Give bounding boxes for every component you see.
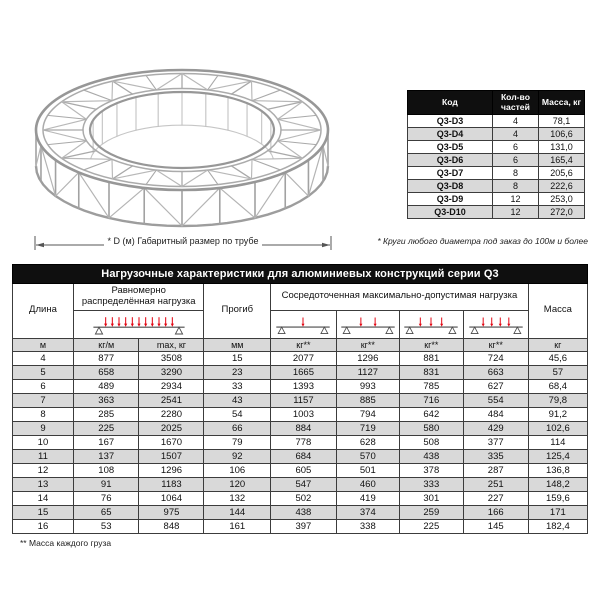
load-table-row [13,351,588,365]
load-table-row [13,365,588,379]
parts-table-row [408,128,585,141]
cell: 2280 [139,407,204,421]
cell: 489 [73,379,139,393]
load-table [12,264,588,534]
cell: 658 [73,365,139,379]
cell: 642 [399,407,463,421]
cell: 501 [336,463,399,477]
cell: 831 [399,365,463,379]
load-table-row [13,519,588,533]
cell: 145 [463,519,528,533]
col-header-concentrated-load: Сосредоточенная максимально-допустимая нагрузка [271,284,529,311]
cell: 16 [13,519,74,533]
load-table-row [13,435,588,449]
cell: 68,4 [528,379,587,393]
col-header-length: Длина [13,284,74,339]
cell: 438 [271,505,337,519]
load-table-row [13,477,588,491]
cell: 125,4 [528,449,587,463]
cell: 877 [73,351,139,365]
cell: 12 [13,463,74,477]
cell: 419 [336,491,399,505]
cell: 716 [399,393,463,407]
cell: 91,2 [528,407,587,421]
cell: 885 [336,393,399,407]
cell: 1064 [139,491,204,505]
cell: 33 [204,379,271,393]
cell: 11 [13,449,74,463]
cell: 2541 [139,393,204,407]
cell: Q3-D3 [408,115,493,128]
cell: 605 [271,463,337,477]
circular-truss-image [28,50,336,230]
cell: 12 [492,193,538,206]
cell: 363 [73,393,139,407]
parts-header-code: Код [408,91,493,115]
cell: 6 [492,141,538,154]
cell: 106,6 [538,128,584,141]
cell: 15 [204,351,271,365]
cell: 2025 [139,421,204,435]
cell: 397 [271,519,337,533]
cell: 272,0 [538,206,584,219]
load-table-row [13,491,588,505]
cell: 580 [399,421,463,435]
cell: 159,6 [528,491,587,505]
parts-header-mass: Масса, кг [538,91,584,115]
load-table-row [13,505,588,519]
cell: 167 [73,435,139,449]
cell: 161 [204,519,271,533]
point-load-2-icon [339,312,397,336]
cell: 628 [336,435,399,449]
cell: 785 [399,379,463,393]
load-table-row [13,393,588,407]
cell: 45,6 [528,351,587,365]
load-table-row [13,463,588,477]
cell: 166 [463,505,528,519]
units-row [13,338,588,351]
cell: 378 [399,463,463,477]
cell: 65 [73,505,139,519]
col-header-uniform-load: Равномерно распределённая нагрузка [73,284,204,311]
unit-cell: кг** [271,338,337,351]
cell: 92 [204,449,271,463]
cell: 993 [336,379,399,393]
parts-table-row [408,141,585,154]
cell: 484 [463,407,528,421]
parts-table [407,90,585,219]
cell: 259 [399,505,463,519]
cell: 15 [13,505,74,519]
col-header-deflection: Прогиб [204,284,271,339]
cell: 3508 [139,351,204,365]
cell: 144 [204,505,271,519]
cell: 4 [492,115,538,128]
load-table-row [13,379,588,393]
load-table-title: Нагрузочные характеристики для алюминиевых конструкций серии Q3 [13,265,588,284]
load-table-row [13,449,588,463]
cell: 1003 [271,407,337,421]
cell: 120 [204,477,271,491]
cell: 429 [463,421,528,435]
cell: 13 [13,477,74,491]
cell: 79,8 [528,393,587,407]
cell: 1665 [271,365,337,379]
cell: 1393 [271,379,337,393]
parts-table-row [408,206,585,219]
cell: Q3-D9 [408,193,493,206]
parts-table-row [408,193,585,206]
cell: 205,6 [538,167,584,180]
cell: 333 [399,477,463,491]
cell: 6 [13,379,74,393]
cell: 301 [399,491,463,505]
cell: 7 [13,393,74,407]
cell: Q3-D8 [408,180,493,193]
cell: Q3-D4 [408,128,493,141]
parts-table-row [408,115,585,128]
cell: 225 [73,421,139,435]
cell: 335 [463,449,528,463]
cell: 975 [139,505,204,519]
cell: 1157 [271,393,337,407]
unit-cell: max, кг [139,338,204,351]
cell: Q3-D10 [408,206,493,219]
cell: 4 [492,128,538,141]
cell: 171 [528,505,587,519]
cell: Q3-D5 [408,141,493,154]
cell: 78,1 [538,115,584,128]
cell: 684 [271,449,337,463]
truss-caption: * D (м) Габаритный размер по трубе [104,235,263,247]
parts-table-row [408,180,585,193]
cell: 547 [271,477,337,491]
cell: 8 [492,167,538,180]
unit-cell: кг** [336,338,399,351]
point-load-1-icon [274,312,332,336]
cell: 374 [336,505,399,519]
cell: 884 [271,421,337,435]
cell: 794 [336,407,399,421]
cell: 1296 [336,351,399,365]
cell: 12 [492,206,538,219]
cell: 1507 [139,449,204,463]
cell: 131,0 [538,141,584,154]
cell: 225 [399,519,463,533]
load-table-title-row [13,265,588,284]
load-footnote: ** Масса каждого груза [20,537,112,548]
cell: 76 [73,491,139,505]
cell: 2934 [139,379,204,393]
cell: 251 [463,477,528,491]
truss-illustration [28,50,336,230]
cell: 53 [73,519,139,533]
cell: 627 [463,379,528,393]
cell: 377 [463,435,528,449]
cell: 338 [336,519,399,533]
unit-cell: кг [528,338,587,351]
parts-table-row [408,154,585,167]
cell: 137 [73,449,139,463]
cell: 8 [492,180,538,193]
cell: 14 [13,491,74,505]
point-load-diagram-4 [463,310,528,338]
point-load-3-icon [402,312,460,336]
cell: 222,6 [538,180,584,193]
parts-header-row [408,91,585,115]
cell: 165,4 [538,154,584,167]
cell: 287 [463,463,528,477]
uniform-load-diagram [73,310,204,338]
unit-cell: кг** [463,338,528,351]
cell: 5 [13,365,74,379]
cell: 182,4 [528,519,587,533]
cell: 23 [204,365,271,379]
point-load-diagram-2 [336,310,399,338]
cell: 724 [463,351,528,365]
cell: 10 [13,435,74,449]
cell: 227 [463,491,528,505]
cell: 2077 [271,351,337,365]
cell: 4 [13,351,74,365]
cell: Q3-D6 [408,154,493,167]
cell: 148,2 [528,477,587,491]
parts-header-count: Кол-во частей [492,91,538,115]
load-table-row [13,407,588,421]
cell: 554 [463,393,528,407]
cell: 438 [399,449,463,463]
cell: 508 [399,435,463,449]
cell: 3290 [139,365,204,379]
cell: 136,8 [528,463,587,477]
cell: 1670 [139,435,204,449]
cell: 6 [492,154,538,167]
cell: 132 [204,491,271,505]
cell: 460 [336,477,399,491]
cell: Q3-D7 [408,167,493,180]
cell: 253,0 [538,193,584,206]
cell: 91 [73,477,139,491]
point-load-diagram-1 [271,310,337,338]
cell: 43 [204,393,271,407]
parts-table-row [408,167,585,180]
load-table-row [13,421,588,435]
load-header-row [13,284,588,311]
cell: 114 [528,435,587,449]
cell: 663 [463,365,528,379]
cell: 79 [204,435,271,449]
parts-footnote: * Круги любого диаметра под заказ до 100м и более [377,236,588,246]
cell: 881 [399,351,463,365]
cell: 719 [336,421,399,435]
point-load-diagram-3 [399,310,463,338]
cell: 57 [528,365,587,379]
cell: 1296 [139,463,204,477]
cell: 1127 [336,365,399,379]
cell: 9 [13,421,74,435]
col-header-mass: Масса [528,284,587,339]
cell: 8 [13,407,74,421]
cell: 570 [336,449,399,463]
unit-cell: кг** [399,338,463,351]
unit-cell: м [13,338,74,351]
diameter-dimension [33,231,333,251]
cell: 285 [73,407,139,421]
unit-cell: кг/м [73,338,139,351]
load-diagram-row [13,310,588,338]
cell: 502 [271,491,337,505]
cell: 106 [204,463,271,477]
cell: 102,6 [528,421,587,435]
cell: 848 [139,519,204,533]
point-load-4-icon [467,312,525,336]
uniform-load-diagram-icon [80,312,198,336]
unit-cell: мм [204,338,271,351]
cell: 778 [271,435,337,449]
cell: 54 [204,407,271,421]
cell: 1183 [139,477,204,491]
cell: 66 [204,421,271,435]
cell: 108 [73,463,139,477]
